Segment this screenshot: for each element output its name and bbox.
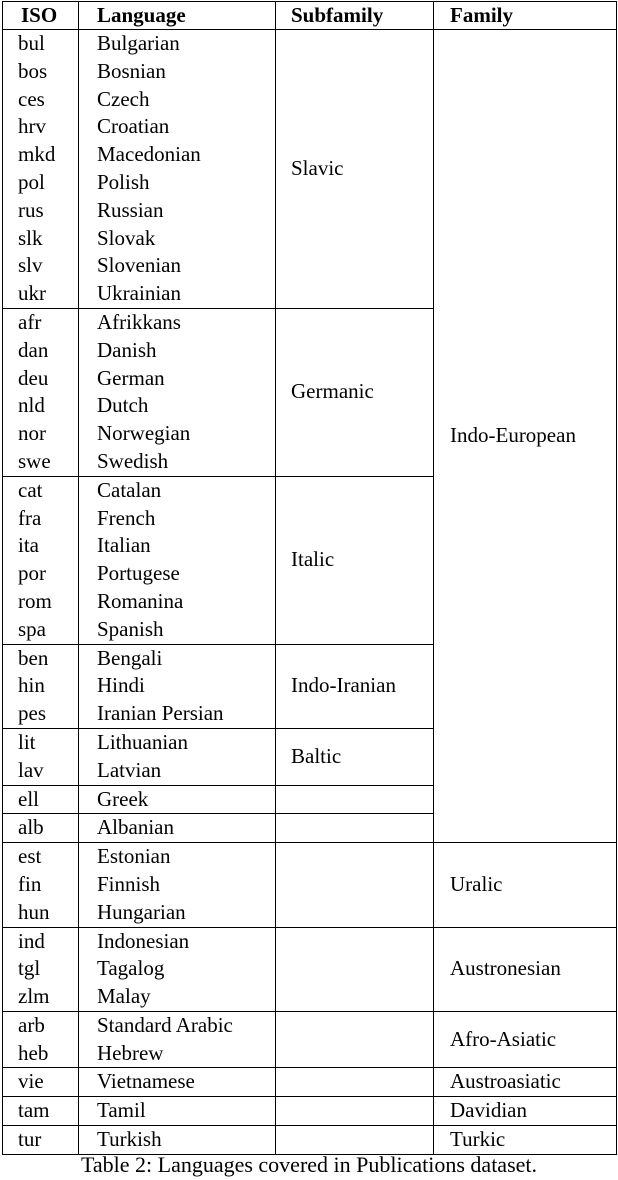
iso-code: pes	[18, 701, 46, 726]
group-row	[3, 927, 617, 1011]
subfamily-cell	[276, 785, 434, 814]
language-name: Croatian	[97, 114, 170, 139]
language-name: Greek	[97, 786, 149, 811]
language-cell	[79, 785, 276, 814]
header-row	[3, 2, 617, 30]
subfamily-cell: Germanic	[276, 308, 434, 476]
subfamily-cell	[276, 1068, 434, 1097]
iso-code-cell	[3, 476, 79, 644]
language-name: Bosnian	[97, 58, 166, 83]
iso-code: afr	[18, 309, 42, 334]
subfamily-cell: Indo-Iranian	[276, 644, 434, 728]
group-row	[3, 30, 617, 309]
language-name: Iranian Persian	[97, 701, 224, 726]
iso-code: hrv	[18, 114, 46, 139]
subfamily-cell	[276, 1097, 434, 1126]
language-name: Russian	[97, 197, 164, 222]
language-cell	[79, 1097, 276, 1126]
language-name: Portugese	[97, 561, 180, 586]
iso-code: rus	[18, 197, 44, 222]
subfamily-cell	[276, 814, 434, 843]
subfamily-cell: Slavic	[276, 30, 434, 309]
subfamily-cell: Italic	[276, 476, 434, 644]
iso-code: lit	[18, 729, 36, 754]
iso-code: tur	[18, 1127, 42, 1152]
group-row	[3, 843, 617, 927]
language-name: Afrikkans	[97, 309, 181, 334]
iso-code: fra	[18, 505, 42, 530]
iso-code: ces	[18, 86, 45, 111]
language-name: Bengali	[97, 645, 163, 670]
iso-code-cell	[3, 644, 79, 728]
iso-code: ita	[18, 533, 39, 558]
table-body	[3, 30, 617, 1155]
family-cell: Afro-Asiatic	[434, 1011, 617, 1068]
language-cell	[79, 1011, 276, 1068]
language-name: Macedonian	[97, 142, 201, 167]
language-name: Danish	[97, 337, 157, 362]
language-cell	[79, 728, 276, 785]
language-cell	[79, 644, 276, 728]
language-cell	[79, 814, 276, 843]
group-row	[3, 1097, 617, 1126]
iso-code: bul	[18, 31, 45, 55]
language-name: Estonian	[97, 844, 171, 869]
iso-code: tam	[18, 1098, 50, 1123]
languages-table	[2, 1, 617, 1155]
iso-code: tgl	[18, 956, 41, 981]
language-name: Tagalog	[97, 956, 165, 981]
iso-code: nld	[18, 393, 45, 418]
language-name: Italian	[97, 533, 151, 558]
language-name: Vietnamese	[97, 1069, 195, 1094]
iso-code: hun	[18, 899, 50, 924]
iso-code: fin	[18, 871, 42, 896]
iso-code: mkd	[18, 142, 56, 167]
language-name: Turkish	[97, 1127, 162, 1152]
language-name: Tamil	[97, 1098, 146, 1123]
iso-code: heb	[18, 1040, 49, 1065]
iso-code: ukr	[18, 281, 46, 306]
language-name: Dutch	[97, 393, 149, 418]
language-name: Ukrainian	[97, 281, 181, 306]
language-name: Standard Arabic	[97, 1012, 233, 1037]
language-name: Hebrew	[97, 1040, 164, 1065]
group-row	[3, 1011, 617, 1068]
group-row	[3, 1068, 617, 1097]
iso-code: deu	[18, 365, 49, 390]
language-name: Slovenian	[97, 253, 181, 278]
iso-code: arb	[18, 1012, 45, 1037]
language-cell	[79, 308, 276, 476]
iso-code-cell	[3, 728, 79, 785]
language-name: Lithuanian	[97, 729, 188, 754]
language-name: Albanian	[97, 815, 174, 840]
iso-code: rom	[18, 588, 52, 613]
language-name: Czech	[97, 86, 150, 111]
language-name: Latvian	[97, 757, 162, 782]
iso-code: dan	[18, 337, 49, 362]
language-name: French	[97, 505, 156, 530]
iso-code: swe	[18, 448, 51, 473]
iso-code: por	[18, 561, 46, 586]
iso-code: ben	[18, 645, 49, 670]
family-cell: Davidian	[434, 1097, 617, 1126]
header-language: Language	[79, 2, 276, 30]
iso-code-cell	[3, 308, 79, 476]
iso-code: lav	[18, 757, 44, 782]
iso-code-cell	[3, 1011, 79, 1068]
language-name: Slovak	[97, 225, 156, 250]
table-header	[3, 2, 617, 30]
iso-code-cell	[3, 30, 79, 309]
iso-code: ell	[18, 786, 39, 811]
language-name: Polish	[97, 169, 150, 194]
iso-code: nor	[18, 421, 46, 446]
iso-code-cell	[3, 927, 79, 1011]
language-name: Romanina	[97, 588, 184, 613]
language-name: Malay	[97, 984, 151, 1009]
family-cell: Indo-European	[434, 30, 617, 843]
header-iso: ISO	[3, 2, 79, 30]
table-caption: Table 2: Languages covered in Publications dataset.	[80, 1152, 538, 1177]
iso-code: alb	[18, 815, 44, 840]
iso-code: cat	[18, 477, 43, 502]
language-cell	[79, 843, 276, 927]
iso-code-cell	[3, 1097, 79, 1126]
iso-code: pol	[18, 169, 45, 194]
language-name: Spanish	[97, 616, 164, 641]
iso-code-cell	[3, 814, 79, 843]
language-cell	[79, 927, 276, 1011]
family-cell: Turkic	[434, 1126, 617, 1155]
language-name: Hindi	[97, 673, 145, 698]
language-name: Finnish	[97, 871, 161, 896]
iso-code: slv	[18, 253, 43, 278]
iso-code: slk	[18, 225, 43, 250]
language-cell	[79, 30, 276, 309]
language-name: Hungarian	[97, 899, 186, 924]
language-cell	[79, 1068, 276, 1097]
iso-code: bos	[18, 58, 48, 83]
family-cell: Austroasiatic	[434, 1068, 617, 1097]
iso-code: spa	[18, 616, 46, 641]
subfamily-cell	[276, 843, 434, 927]
iso-code-cell	[3, 1068, 79, 1097]
language-name: Catalan	[97, 477, 162, 502]
subfamily-cell	[276, 1011, 434, 1068]
language-name: German	[97, 365, 165, 390]
subfamily-cell: Baltic	[276, 728, 434, 785]
iso-code: ind	[18, 928, 45, 953]
iso-code: est	[18, 844, 42, 869]
header-family: Family	[434, 2, 617, 30]
iso-code-cell	[3, 785, 79, 814]
language-cell	[79, 476, 276, 644]
language-name: Indonesian	[97, 928, 190, 953]
family-cell: Austronesian	[434, 927, 617, 1011]
language-name: Bulgarian	[97, 31, 180, 55]
language-name: Norwegian	[97, 421, 191, 446]
iso-code-cell	[3, 843, 79, 927]
subfamily-cell	[276, 927, 434, 1011]
iso-code: hin	[18, 673, 45, 698]
family-cell: Uralic	[434, 843, 617, 927]
iso-code: vie	[18, 1069, 44, 1094]
iso-code: zlm	[18, 984, 50, 1009]
language-name: Swedish	[97, 448, 169, 473]
header-subfamily: Subfamily	[276, 2, 434, 30]
